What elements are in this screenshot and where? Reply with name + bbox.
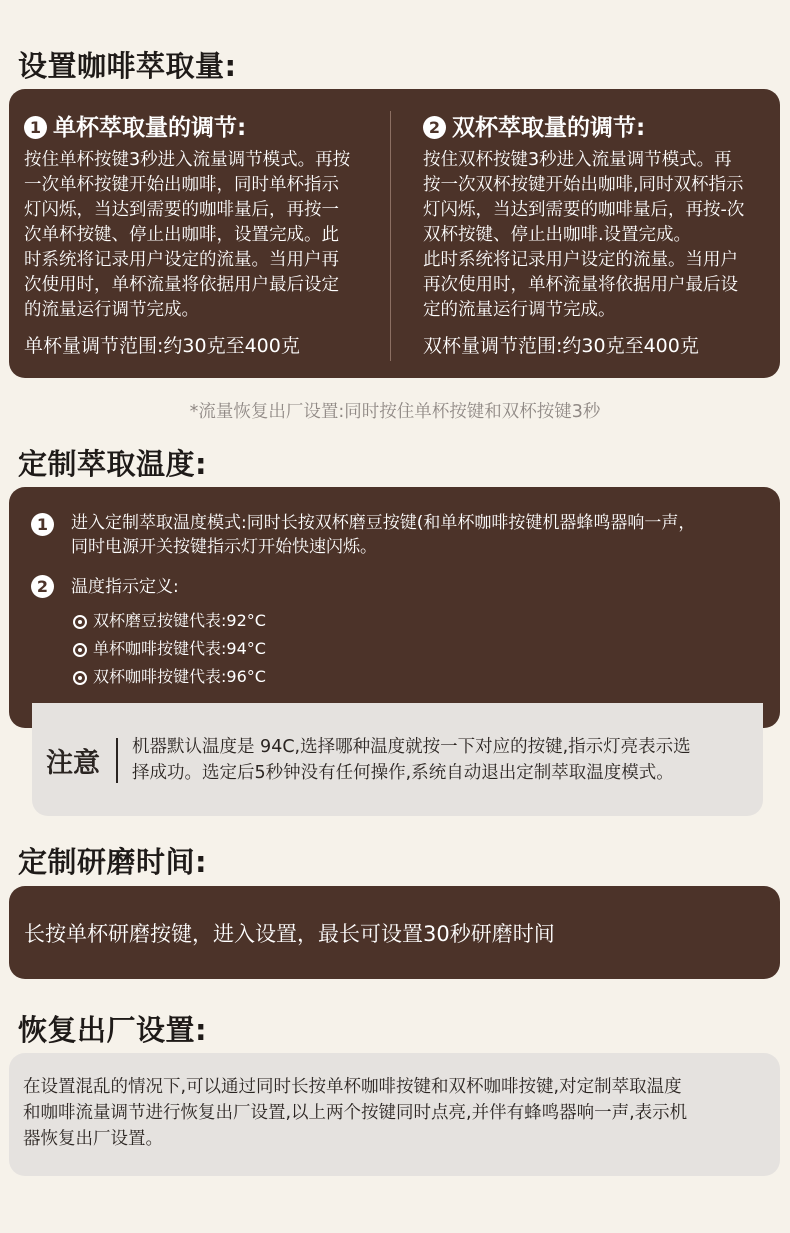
legend-row-double-cup [73, 666, 266, 688]
text-line: 进入定制萃取温度模式:同时长按双杯磨豆按键(和单杯咖啡按键机器蜂鸣器响一声， [71, 513, 696, 533]
extraction-section-title: 设置咖啡萃取量: [18, 49, 237, 83]
notice-box [32, 703, 763, 816]
double-cup-description [423, 148, 773, 323]
double-cup-heading [423, 109, 773, 142]
grind-text: 长按单杯研磨按键，进入设置，最长可设置30秒研磨时间 [24, 922, 555, 946]
grind-icon [73, 615, 87, 629]
text-line: 定的流量运行调节完成。 [423, 300, 616, 320]
text-line: 机器默认温度是 94C,选择哪种温度就按一下对应的按键,指示灯亮表示选 [132, 737, 691, 757]
notice-label: 注意 [46, 748, 100, 779]
flow-reset-footnote: *流量恢复出厂设置:同时按住单杯按键和双杯按键3秒 [189, 402, 601, 422]
reset-section-title: 恢复出厂设置: [18, 1013, 208, 1047]
text-line: 和咖啡流量调节进行恢复出厂设置,以上两个按键同时点亮,并伴有蜂鸣器响一声,表示机 [23, 1103, 688, 1123]
legend-row-grind [73, 610, 266, 632]
single-cup-description [24, 148, 384, 323]
single-cup-icon [73, 643, 87, 657]
grind-section-title: 定制研磨时间: [18, 845, 208, 879]
text-line: 择成功。选定后5秒钟没有任何操作,系统自动退出定制萃取温度模式。 [132, 763, 674, 783]
legend-row-single-cup [73, 638, 266, 660]
legend-text: 双杯咖啡按键代表:96°C [93, 667, 266, 686]
text-line: 次单杯按键、停止出咖啡，设置完成。此 [24, 225, 339, 245]
single-cup-range: 单杯量调节范围:约30克至400克 [24, 335, 300, 357]
legend-text: 单杯咖啡按键代表:94°C [93, 639, 266, 658]
text-line: 灯闪烁，当达到需要的咖啡量后，再按一 [24, 200, 339, 220]
reset-text [23, 1074, 768, 1152]
step-number-badge: 2 [423, 116, 446, 139]
double-cup-icon [73, 671, 87, 685]
text-line: 按一次双杯按键开始出咖啡,同时双杯指示 [423, 175, 744, 195]
single-cup-heading [24, 109, 384, 142]
text-line: 在设置混乱的情况下,可以通过同时长按单杯咖啡按键和双杯咖啡按键,对定制萃取温度 [23, 1077, 682, 1097]
temperature-section-title: 定制萃取温度: [18, 447, 208, 481]
notice-divider [116, 738, 118, 783]
temperature-step-2-label: 温度指示定义: [71, 577, 179, 597]
column-divider [390, 111, 391, 361]
step-number-badge: 2 [31, 575, 54, 598]
text-line: 再次使用时，单杯流量将依据用户最后设 [423, 275, 738, 295]
text-line: 时系统将记录用户设定的流量。当用户再 [24, 250, 339, 270]
text-line: 器恢复出厂设置。 [23, 1129, 163, 1149]
text-line: 的流量运行调节完成。 [24, 300, 199, 320]
text-line: 按住单杯按键3秒进入流量调节模式。再按 [24, 150, 351, 170]
double-cup-column [423, 109, 773, 358]
step-number-badge: 1 [31, 513, 54, 536]
temperature-step-1-text [71, 511, 790, 559]
step-number-badge: 1 [24, 116, 47, 139]
single-cup-title: 单杯萃取量的调节: [53, 115, 247, 141]
text-line: 双杯按键、停止出咖啡.设置完成。 [423, 225, 692, 245]
text-line: 按住双杯按键3秒进入流量调节模式。再 [423, 150, 732, 170]
text-line: 此时系统将记录用户设定的流量。当用户 [423, 250, 738, 270]
notice-text [132, 734, 752, 786]
text-line: 同时电源开关按键指示灯开始快速闪烁。 [71, 537, 377, 557]
legend-text: 双杯磨豆按键代表:92°C [93, 611, 266, 630]
reset-card [9, 1053, 780, 1176]
grind-card [9, 886, 780, 979]
text-line: 灯闪烁，当达到需要的咖啡量后，再按-次 [423, 200, 745, 220]
text-line: 次使用时，单杯流量将依据用户最后设定 [24, 275, 339, 295]
single-cup-column [24, 109, 384, 358]
extraction-card [9, 89, 780, 378]
temperature-card [9, 487, 780, 728]
text-line: 一次单杯按键开始出咖啡，同时单杯指示 [24, 175, 339, 195]
double-cup-range: 双杯量调节范围:约30克至400克 [423, 335, 699, 357]
double-cup-title: 双杯萃取量的调节: [452, 115, 646, 141]
